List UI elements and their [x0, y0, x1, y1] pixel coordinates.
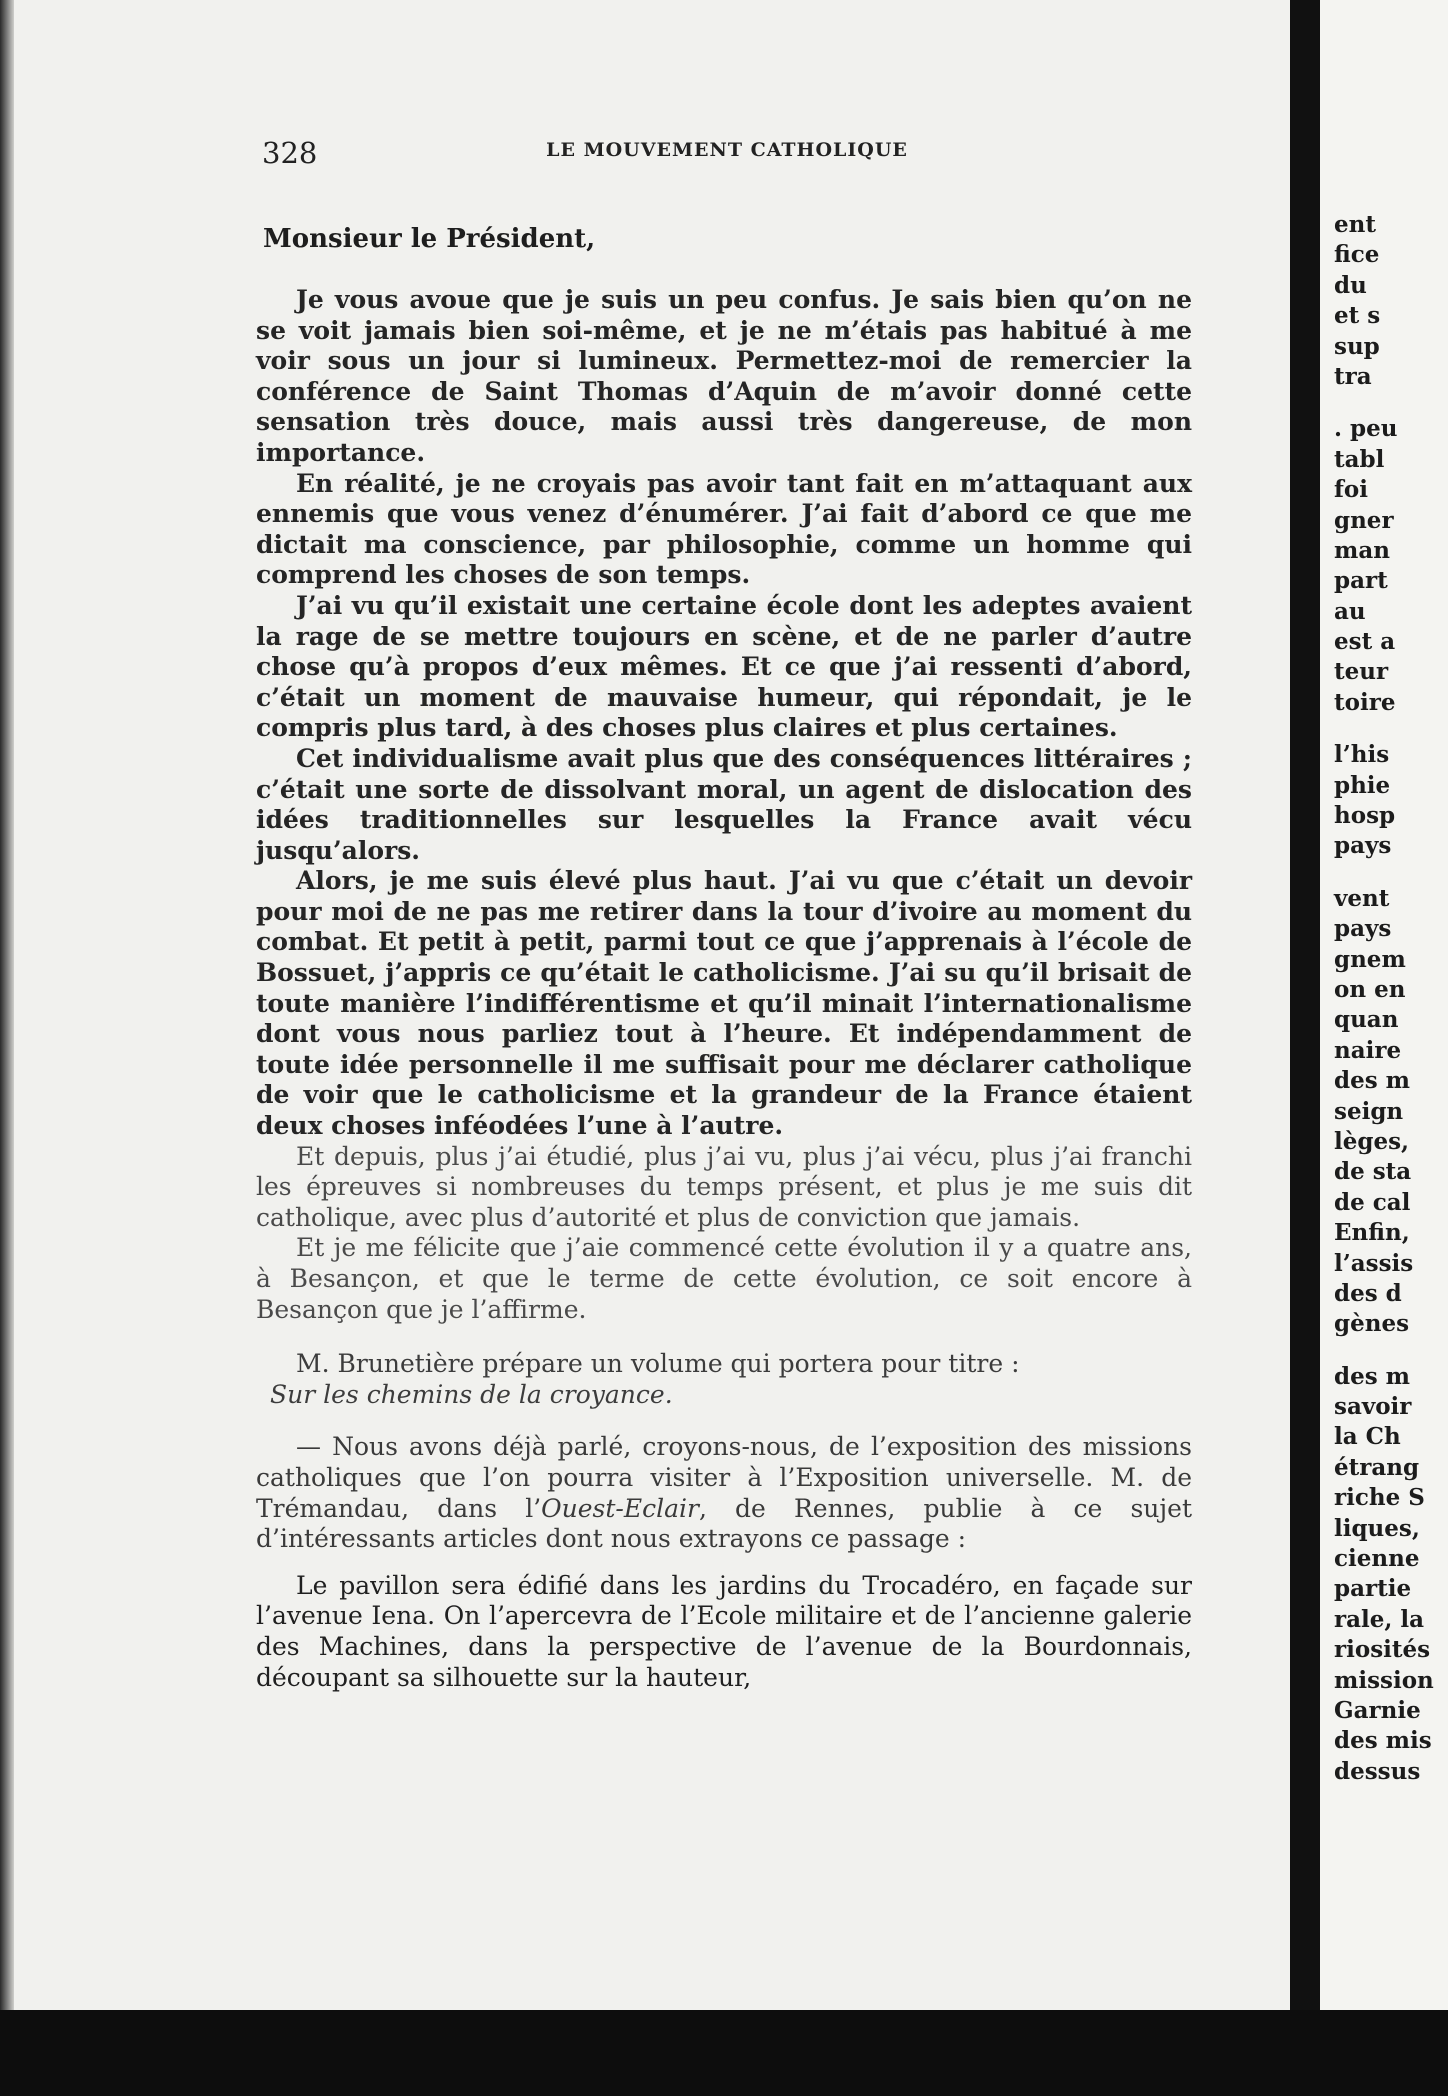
right-page-line: liques, [1334, 1514, 1420, 1542]
right-page-text [1334, 210, 1434, 1787]
news-paragraph [256, 1432, 1192, 1554]
page-edge-shadow [0, 0, 14, 2010]
right-page-line: des m [1334, 1362, 1411, 1390]
right-page-line: gner [1334, 506, 1394, 534]
quoted-passage: Le pavillon sera édifié dans les jardins du Trocadéro, en façade sur l’avenue Iena. On l’apercevra de l’Ecole militaire et de l’ancienne galerie des Machines, dans la perspective de l’avenue de la Bourdonnais, découpant sa silhouette sur la hauteur, [256, 1570, 1192, 1692]
running-title: LE MOUVEMENT CATHOLIQUE [546, 139, 908, 161]
right-page-line: étrang [1334, 1453, 1420, 1481]
scan-bottom-border [0, 2010, 1448, 2096]
right-page-gap [1334, 1340, 1434, 1362]
right-page-line: de sta [1334, 1158, 1412, 1186]
right-page-line: phie [1334, 771, 1391, 799]
page-number: 328 [262, 136, 318, 170]
right-page-line: Garnie [1334, 1696, 1421, 1724]
right-page-line: rale, la [1334, 1605, 1425, 1633]
right-page-line: pays [1334, 915, 1392, 943]
right-page-line: tabl [1334, 445, 1385, 473]
right-page-gap [1334, 718, 1434, 740]
right-page-line: fice [1334, 241, 1380, 269]
right-page-line: Enfin, [1334, 1219, 1410, 1247]
right-page-line: du [1334, 271, 1367, 299]
letter-salutation: Monsieur le Président, [263, 224, 596, 254]
right-page-line: ent [1334, 211, 1376, 238]
right-page-line: des d [1334, 1279, 1402, 1307]
right-page-line: de cal [1334, 1188, 1411, 1216]
right-page-line: gènes [1334, 1310, 1410, 1338]
main-text [256, 285, 1192, 1693]
letter-body [256, 285, 1192, 1325]
right-page-line: vent [1334, 884, 1390, 912]
news-text-after: , de Rennes, publie à ce sujet d’intéressants articles dont nous extrayons ce passage : [256, 1493, 1193, 1554]
book-gutter [1290, 0, 1320, 2010]
right-page-line: man [1334, 536, 1390, 564]
right-page-line: riosités [1334, 1636, 1431, 1664]
letter-paragraph: Alors, je me suis élevé plus haut. J’ai vu que c’était un devoir pour moi de ne pas me retirer dans la tour d’ivoire au moment du combat. Et petit à petit, parmi tout ce que j’apprenais à l’école de Bossuet, j’appris ce qu’était le catholicisme. J’ai su qu’il brisait de toute manière l’indifférentisme et qu’il minait l’internationalisme dont vous nous parliez tout à l’heure. Et indépendamment de toute idée personnelle il me suffisait pour me déclarer catholique de voir que le catholicisme et la grandeur de la France étaient deux choses inféodées l’une à l’autre. [256, 866, 1192, 1141]
right-page-line: part [1334, 567, 1388, 595]
right-page-line: hosp [1334, 802, 1396, 830]
letter-paragraph: En réalité, je ne croyais pas avoir tant fait en m’attaquant aux ennemis que vous venez d’énumérer. J’ai fait d’abord ce que me dictait ma conscience, par philosophie, comme un homme qui comprend les choses de son temps. [256, 468, 1192, 590]
right-page-line: la Ch [1334, 1423, 1401, 1451]
right-page-line: savoir [1334, 1393, 1412, 1421]
right-page-fragment [1320, 0, 1448, 2010]
right-page-line: pays [1334, 832, 1392, 860]
news-text-before: — Nous avons déjà parlé, croyons-nous, de l’exposition des missions catholiques que l’on pourra visiter à l’Exposition universelle. M. de Trémandau, dans l’ [256, 1432, 1192, 1523]
page-header [262, 136, 1192, 172]
right-page-line: et s [1334, 302, 1381, 330]
right-page-line: partie [1334, 1575, 1412, 1603]
right-page-line: sup [1334, 332, 1380, 360]
right-page-line: l’assis [1334, 1249, 1414, 1277]
book-note-text: M. Brunetière prépare un volume qui portera pour titre : [296, 1349, 1020, 1379]
right-page-line: . peu [1334, 415, 1398, 443]
right-page-line: cienne [1334, 1545, 1420, 1573]
right-page-line: toire [1334, 688, 1396, 716]
letter-paragraph: Et depuis, plus j’ai étudié, plus j’ai vu, plus j’ai vécu, plus j’ai franchi les épreuves si nombreuses du temps présent, et plus je me suis dit catholique, avec plus d’autorité et plus de conviction que jamais. [256, 1141, 1192, 1232]
right-page-line: des mis [1334, 1727, 1432, 1755]
right-page-line: quan [1334, 1006, 1399, 1034]
right-page-line: foi [1334, 476, 1368, 504]
letter-paragraph: Et je me félicite que j’aie commencé cette évolution il y a quatre ans, à Besançon, et que le terme de cette évolution, ce soit encore à Besançon que je l’affirme. [256, 1233, 1192, 1324]
book-title: Sur les chemins de la croyance. [270, 1379, 673, 1409]
right-page-line: mission [1334, 1666, 1434, 1694]
right-page-line: dessus [1334, 1757, 1421, 1785]
right-page-line: teur [1334, 658, 1389, 686]
newspaper-title: Ouest-Eclair [541, 1493, 699, 1523]
right-page-line: lèges, [1334, 1127, 1410, 1155]
right-page-line: tra [1334, 362, 1372, 390]
right-page-gap [1334, 392, 1434, 414]
letter-paragraph: Je vous avoue que je suis un peu confus. Je sais bien qu’on ne se voit jamais bien soi-même, et je ne m’étais pas habitué à me voir sous un jour si lumineux. Permettez-moi de remercier la conférence de Saint Thomas d’Aquin de m’avoir donné cette sensation très douce, mais aussi très dangereuse, de mon importance. [256, 285, 1192, 467]
letter-paragraph: Cet individualisme avait plus que des conséquences littéraires ; c’était une sorte de dissolvant moral, un agent de dislocation des idées traditionnelles sur lesquelles la France avait vécu jusqu’alors. [256, 743, 1192, 865]
right-page-gap [1334, 862, 1434, 884]
right-page-line: l’his [1334, 741, 1390, 769]
book-note [256, 1349, 1192, 1410]
right-page-line: est a [1334, 628, 1396, 656]
right-page-line: riche S [1334, 1484, 1425, 1512]
right-page-line: seign [1334, 1097, 1404, 1125]
right-page-line: gnem [1334, 945, 1406, 973]
right-page-line: des m [1334, 1067, 1411, 1095]
right-page-line: on en [1334, 975, 1406, 1003]
letter-paragraph: J’ai vu qu’il existait une certaine école dont les adeptes avaient la rage de se mettre toujours en scène, et de ne parler d’autre chose qu’à propos d’eux mêmes. Et ce que j’ai ressenti d’abord, c’était un moment de mauvaise humeur, qui répondait, je le compris plus tard, à des choses plus claires et plus certaines. [256, 590, 1192, 743]
right-page-line: naire [1334, 1036, 1402, 1064]
right-page-line: au [1334, 597, 1366, 625]
